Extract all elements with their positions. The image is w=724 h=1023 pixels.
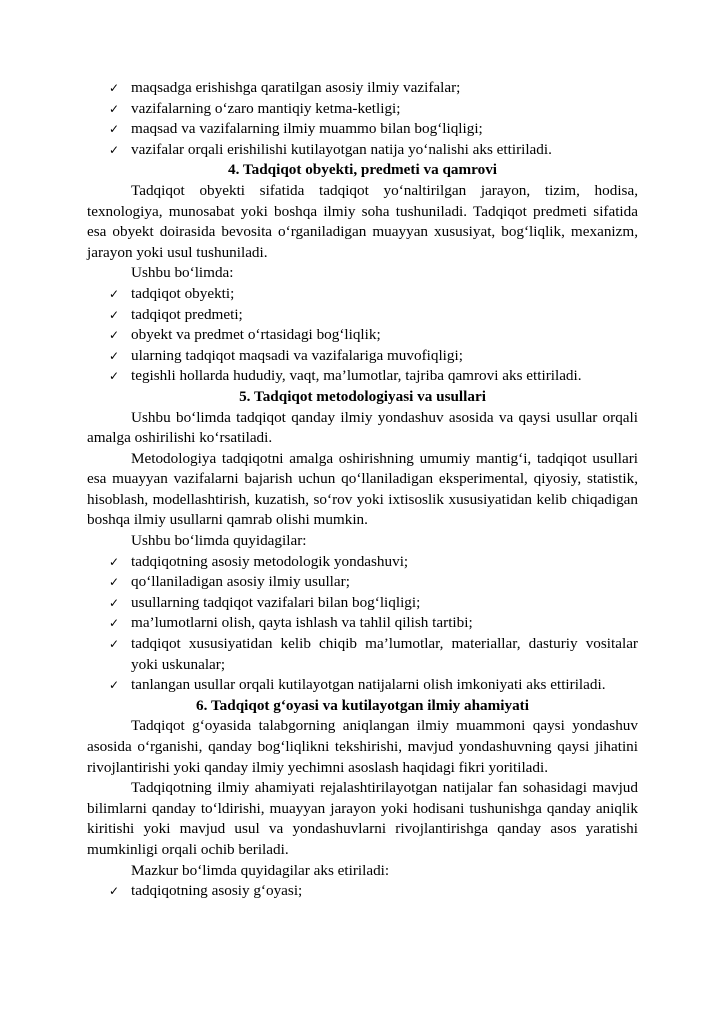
list-item [87, 613, 638, 634]
section-5-paragraph-2: Metodologiya tadqiqotni amalga oshirishning umumiy mantig‘i, tadqiqot usullari esa muayyan vazifalarni bajarish uchun qo‘llaniladigan eksperimental, qiyosiy, statistik, hisoblash, modellashtirish, kuzatish, so‘rov yoki ixtisoslik xususiyatidan kelib chiqadigan boshqa ilmiy usullarni qamrab olishi mumkin. [87, 449, 638, 529]
list-item [87, 881, 638, 902]
section-6-lead: Mazkur bo‘limda quyidagilar aks etiriladi: [131, 861, 390, 879]
list-item-text: tadqiqot predmeti; [131, 305, 243, 323]
check-icon: ✓ [109, 328, 120, 343]
section-6-paragraph-1: Tadqiqot g‘oyasida talabgorning aniqlangan ilmiy muammoni qaysi yondashuv asosida o‘rganishi, qanday bog‘liqlikni tekshirishi, mavjud yondashuvning qaysi jihatini rivojlantirishi yoki qanday ilmiy yechimni asoslash haqidagi fikri yoritiladi. [87, 717, 638, 776]
check-icon: ✓ [109, 616, 120, 631]
list-item-text: tadqiqotning asosiy metodologik yondashuvi; [131, 552, 409, 570]
list-item [87, 634, 638, 675]
list-item-text: ma’lumotlarni olish, qayta ishlash va tahlil qilish tartibi; [131, 614, 473, 632]
list-item [87, 346, 638, 367]
list-item-text: obyekt va predmet o‘rtasidagi bog‘liqlik; [131, 326, 381, 344]
list-item [87, 325, 638, 346]
list-item-text: ularning tadqiqot maqsadi va vazifalariga muvofiqligi; [131, 346, 463, 364]
section-4-checklist [87, 284, 638, 387]
list-item [87, 675, 638, 696]
list-item-text: vazifalar orqali erishilishi kutilayotgan natija yo‘nalishi aks ettiriladi. [131, 140, 552, 158]
list-item-text: tanlangan usullar orqali kutilayotgan natijalarni olish imkoniyati aks ettiriladi. [131, 676, 606, 694]
list-item-text: vazifalarning o‘zaro mantiqiy ketma-ketligi; [131, 99, 401, 117]
section-4-heading: 4. Tadqiqot obyekti, predmeti va qamrovi [227, 161, 498, 179]
section-5-heading: 5. Tadqiqot metodologiyasi va usullari [239, 387, 486, 405]
section-5-paragraph-1: Ushbu bo‘limda tadqiqot qanday ilmiy yondashuv asosida va qaysi usullar orqali amalga oshirilishi ko‘rsatiladi. [87, 408, 638, 447]
list-item [87, 593, 638, 614]
check-icon: ✓ [109, 637, 120, 652]
check-icon: ✓ [109, 678, 120, 693]
list-item-text: qo‘llaniladigan asosiy ilmiy usullar; [131, 573, 350, 591]
check-icon: ✓ [109, 595, 120, 610]
check-icon: ✓ [109, 122, 120, 137]
check-icon: ✓ [109, 101, 120, 116]
check-icon: ✓ [109, 286, 120, 301]
intro-checklist [87, 78, 638, 160]
list-item-text: usullarning tadqiqot vazifalari bilan bog‘liqligi; [131, 593, 421, 611]
check-icon: ✓ [109, 884, 120, 899]
section-6-paragraph-2: Tadqiqotning ilmiy ahamiyati rejalashtirilayotgan natijalar fan sohasidagi mavjud bilimlarni qanday to‘ldirishi, muayyan jarayon yoki hodisani tushunishga qanday aniqlik kiritishi yoki mavjud usul va yondashuvlarni rivojlantirishga qanday asos yaratishi mumkinligi orqali ochib beriladi. [87, 779, 638, 858]
list-item [87, 99, 638, 120]
list-item [87, 78, 638, 99]
section-4-paragraph: Tadqiqot obyekti sifatida tadqiqot yo‘naltirilgan jarayon, tizim, hodisa, texnologiya, munosabat yoki boshqa ilmiy soha tushuniladi. Tadqiqot predmeti sifatida esa obyekt doirasida bevosita o‘rganiladigan muayyan xususiyat, bog‘liqlik, mexanizm, jarayon yoki usul tushuniladi. [87, 181, 638, 261]
check-icon: ✓ [109, 554, 120, 569]
check-icon: ✓ [109, 142, 120, 157]
list-item [87, 305, 638, 326]
list-item [87, 572, 638, 593]
list-item-text: tadqiqotning asosiy g‘oyasi; [131, 882, 303, 900]
check-icon: ✓ [109, 348, 120, 363]
list-item [87, 140, 638, 161]
list-item-text: maqsadga erishishga qaratilgan asosiy ilmiy vazifalar; [131, 79, 461, 96]
list-item-text: tegishli hollarda hududiy, vaqt, ma’lumotlar, tajriba qamrovi aks ettiriladi. [131, 367, 582, 385]
section-6-heading: 6. Tadqiqot g‘oyasi va kutilayotgan ilmiy ahamiyati [196, 696, 529, 714]
check-icon: ✓ [109, 81, 120, 95]
list-item [87, 366, 638, 387]
page-content [87, 78, 638, 902]
list-item-text: tadqiqot xususiyatidan kelib chiqib ma’lumotlar, materiallar, dasturiy vositalar yoki uskunalar; [131, 635, 638, 673]
list-item [87, 119, 638, 140]
list-item [87, 552, 638, 573]
list-item-text: maqsad va vazifalarning ilmiy muammo bilan bog‘liqligi; [131, 120, 483, 138]
check-icon: ✓ [109, 575, 120, 590]
check-icon: ✓ [109, 369, 120, 384]
list-item-text: tadqiqot obyekti; [131, 284, 235, 302]
section-4-lead: Ushbu bo‘limda: [131, 264, 234, 282]
list-item [87, 284, 638, 305]
section-5-checklist [87, 552, 638, 696]
check-icon: ✓ [109, 307, 120, 322]
section-6-checklist [87, 881, 638, 902]
section-5-lead: Ushbu bo‘limda quyidagilar: [131, 532, 307, 550]
